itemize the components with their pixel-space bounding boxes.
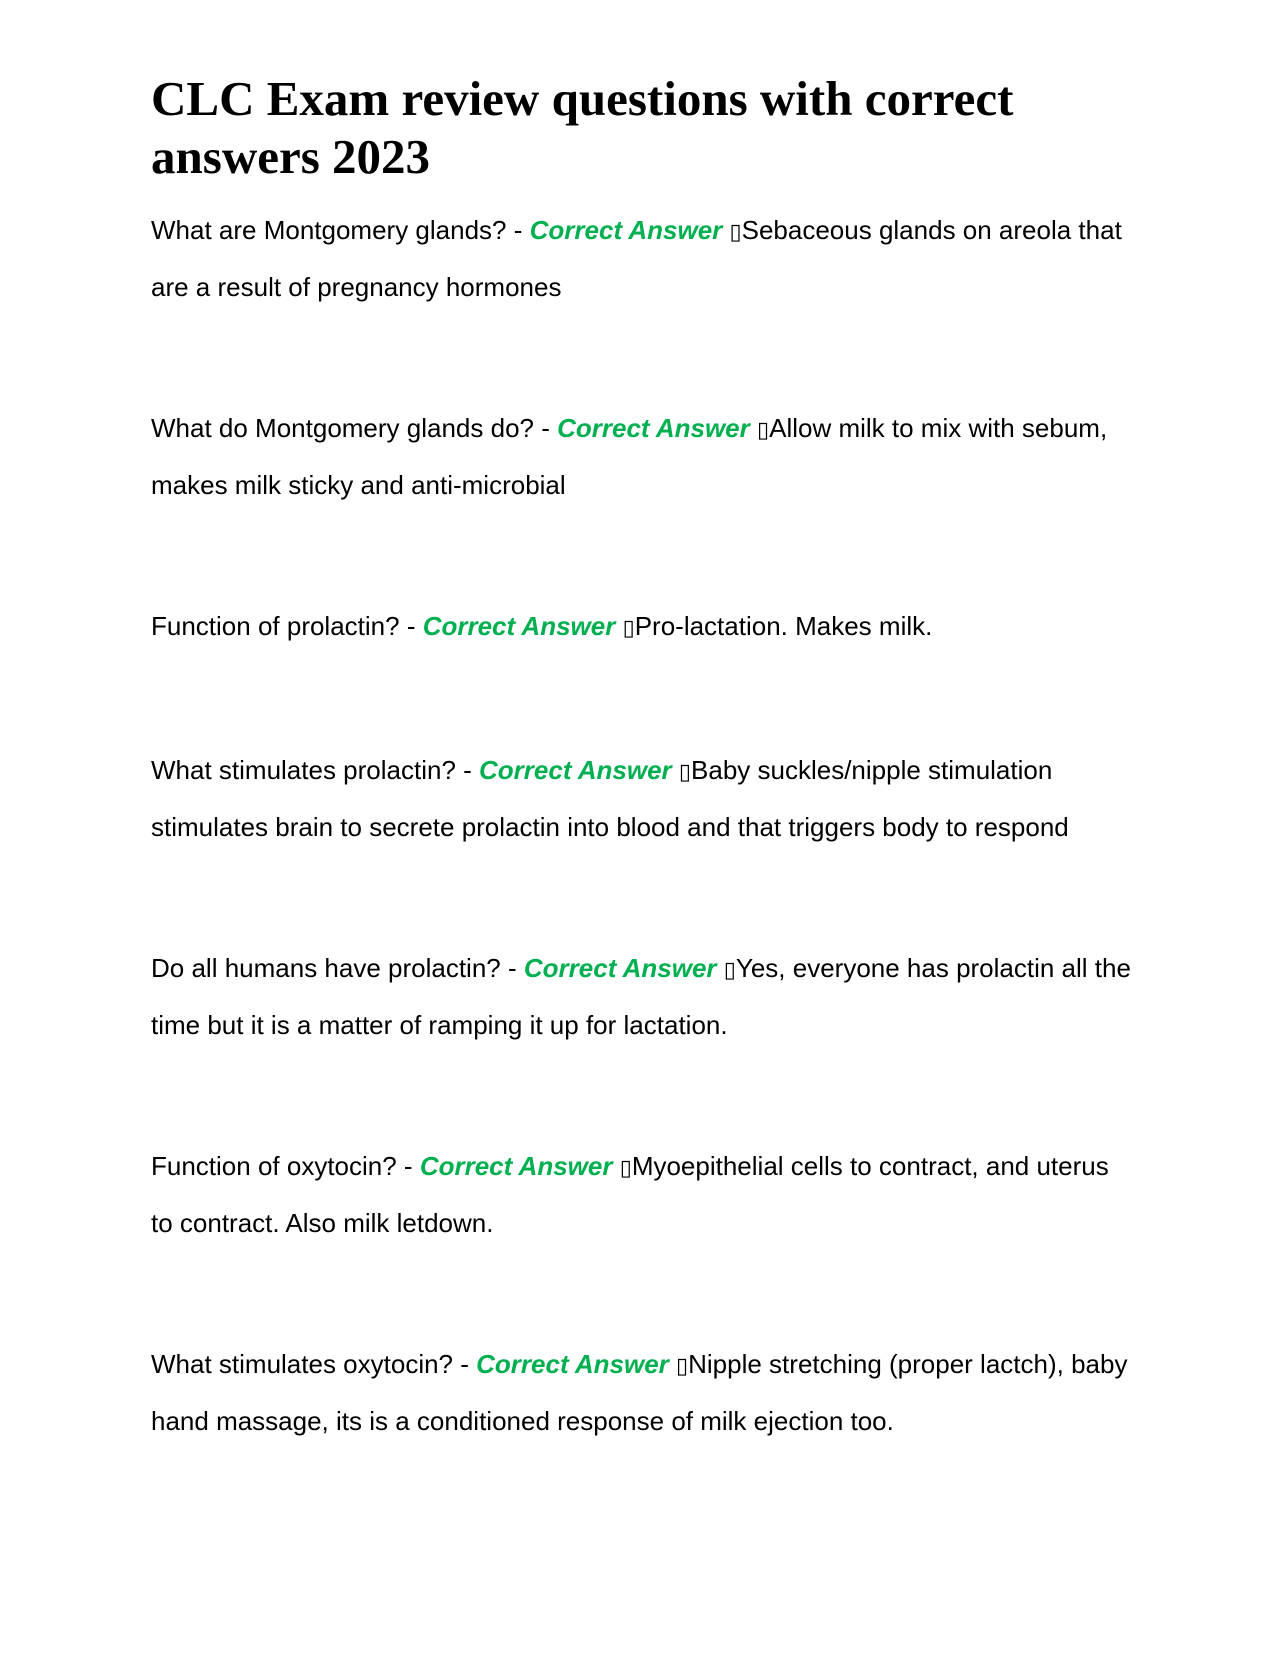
document-title: CLC Exam review questions with correct answers 2023 <box>151 71 1014 184</box>
qa-item <box>151 599 1131 656</box>
missing-glyph-icon: ▯ <box>757 418 770 443</box>
missing-glyph-icon: ▯ <box>678 760 692 785</box>
correct-answer-label: Correct Answer <box>479 755 672 785</box>
correct-answer-label: Correct Answer <box>523 953 717 983</box>
question-separator: - <box>396 1151 420 1181</box>
answer-text: Myoepithelial cells to contract, and uterus to contract. Also milk letdown. <box>151 1151 1109 1238</box>
question-separator: - <box>500 953 524 983</box>
missing-glyph-icon: ▯ <box>723 958 736 983</box>
answer-text: Pro-lactation. Makes milk. <box>634 611 933 641</box>
qa-item <box>151 1337 1131 1448</box>
question-separator: - <box>534 413 558 443</box>
question-text: Function of oxytocin? <box>151 1151 397 1181</box>
answer-text: Baby suckles/nipple stimulation stimulates brain to secrete prolactin into blood and that triggers body to respond <box>151 755 1069 842</box>
correct-answer-label: Correct Answer <box>476 1349 669 1379</box>
qa-item <box>151 743 1131 854</box>
qa-item <box>151 203 1131 314</box>
question-text: What stimulates oxytocin? <box>151 1349 454 1379</box>
question-separator: - <box>506 215 530 245</box>
correct-answer-label: Correct Answer <box>422 611 616 641</box>
answer-text: Nipple stretching (proper lactch), baby hand massage, its is a conditioned response of milk ejection too. <box>151 1349 1128 1436</box>
qa-item <box>151 941 1131 1052</box>
question-text: What stimulates prolactin? <box>151 755 456 785</box>
correct-answer-label: Correct Answer <box>557 413 750 443</box>
qa-item <box>151 1139 1131 1250</box>
missing-glyph-icon: ▯ <box>676 1354 689 1379</box>
qa-item <box>151 401 1131 512</box>
answer-text: Yes, everyone has prolactin all the time but it is a matter of ramping it up for lactation. <box>151 953 1131 1040</box>
question-separator: - <box>455 755 480 785</box>
answer-text: Allow milk to mix with sebum, makes milk sticky and anti-microbial <box>151 413 1108 500</box>
document-page <box>151 70 1131 1448</box>
correct-answer-label: Correct Answer <box>419 1151 613 1181</box>
missing-glyph-icon: ▯ <box>622 616 635 641</box>
question-text: What do Montgomery glands do? <box>151 413 534 443</box>
question-text: Function of prolactin? <box>151 611 400 641</box>
question-text: Do all humans have prolactin? <box>151 953 501 983</box>
correct-answer-label: Correct Answer <box>529 215 723 245</box>
question-separator: - <box>453 1349 477 1379</box>
missing-glyph-icon: ▯ <box>619 1156 632 1181</box>
missing-glyph-icon: ▯ <box>729 220 742 245</box>
question-separator: - <box>399 611 423 641</box>
answer-text: Sebaceous glands on areola that are a result of pregnancy hormones <box>151 215 1122 302</box>
question-text: What are Montgomery glands? <box>151 215 507 245</box>
qa-list <box>151 203 1131 1448</box>
